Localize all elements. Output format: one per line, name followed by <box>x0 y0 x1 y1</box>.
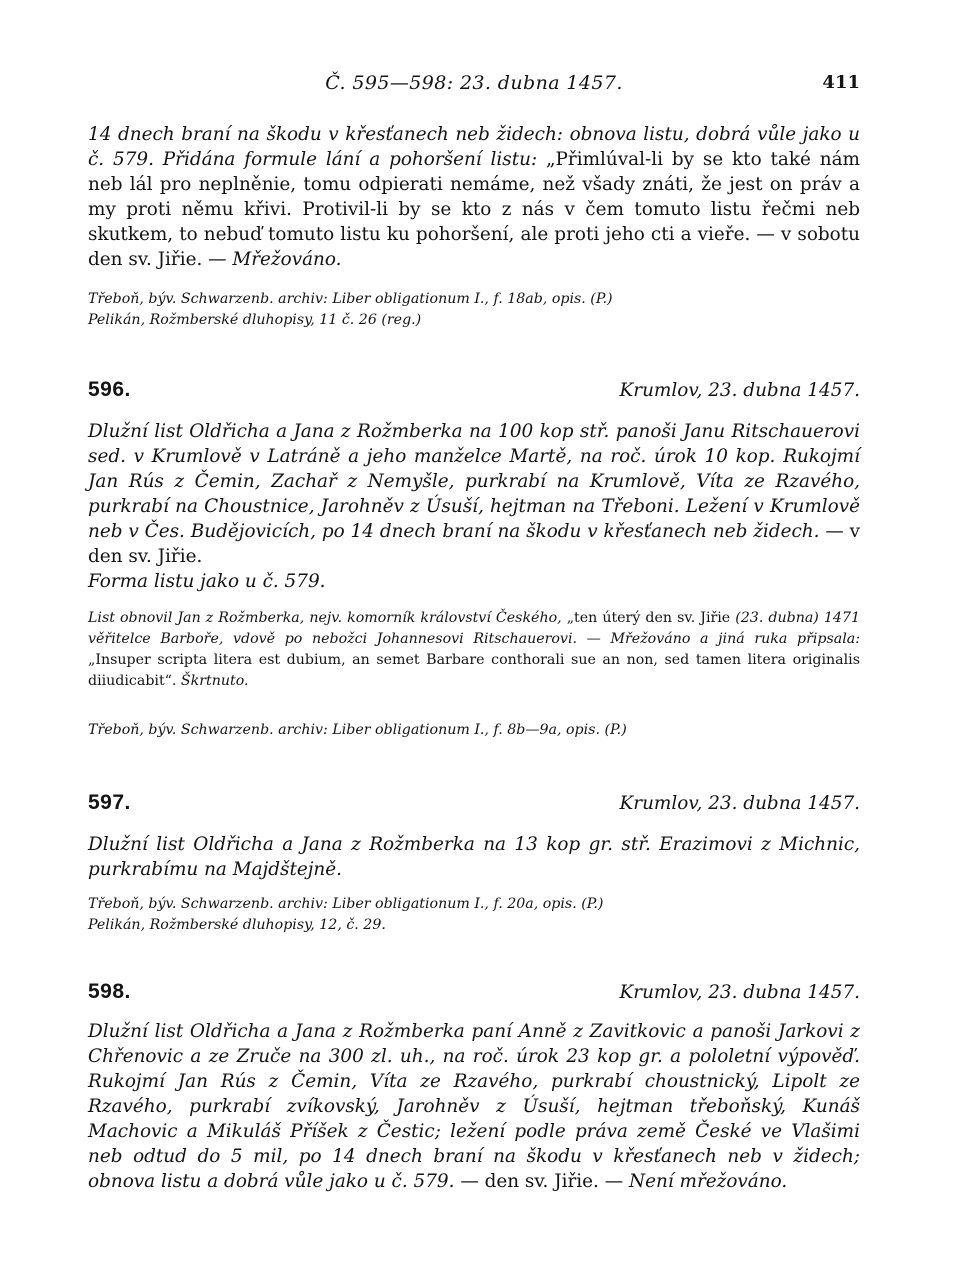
source-line: Třeboň, býv. Schwarzenb. archiv: Liber obligationum I., f. 18ab, opis. (P.) <box>88 291 613 307</box>
running-head-title: Č. 595—598: 23. dubna 1457. <box>325 72 623 94</box>
page-number: 411 <box>822 72 860 93</box>
entry-place-date: Krumlov, 23. dubna 1457. <box>619 380 860 401</box>
entry-number: 596. <box>88 378 131 401</box>
note-latin-quote: „Insuper scripta litera est dubium, an semet Barbare conthorali sue an non, sed tamen litera originalis diiudicabit“. <box>88 652 860 689</box>
entry-header-596 <box>88 378 860 408</box>
continued-regest-text: 14 dnech braní na škodu v křesťanech neb židech: obnova listu, dobrá vůle jako u č. 579. Přidána formule lání a pohoršení listu: <box>88 124 860 170</box>
note-text: (23. dubna) 1471 věřitelce Barboře, vdově po nebožci Johannesovi Ritschauerovi. — Mřežováno a jiná ruka připsala: <box>88 610 860 647</box>
entry-source-596: Třeboň, býv. Schwarzenb. archiv: Liber obligationum I., f. 8b—9a, opis. (P.) <box>88 722 627 738</box>
entry-place-date: Krumlov, 23. dubna 1457. <box>619 982 860 1003</box>
note-text: List obnovil Jan z Rožmberka, nejv. komorník království Českého, <box>88 610 567 626</box>
source-line: Pelikán, Rožmberské dluhopisy, 12, č. 29. <box>88 917 386 933</box>
regest-closing-text: Forma listu jako u č. 579. <box>88 571 326 592</box>
entry-header-598 <box>88 980 860 1010</box>
regest-text: Dlužní list Oldřicha a Jana z Rožmberka na 100 kop stř. panoši Janu Ritschauerovi sed. v Krumlově v Latráně a jeho manželce Martě, na roč. úrok 10 kop. Rukojmí Jan Rús z Čemin, Zachař z Nemyšle, purkrabí na Krumlově, Víta ze Rzavého, purkrabí na Choustnice, Jarohněv z Úsuší, hejtman na Třeboni. Ležení v Krumlově neb v Čes. Budějovicích, po 14 dnech braní na škodu v křesťanech neb židech. <box>88 421 860 542</box>
continued-paragraph <box>88 122 860 272</box>
entry-header-597 <box>88 791 860 821</box>
document-page <box>88 72 860 1194</box>
source-line: Třeboň, býv. Schwarzenb. archiv: Liber obligationum I., f. 20a, opis. (P.) <box>88 896 604 912</box>
running-head <box>88 72 860 108</box>
entry-regest-598 <box>88 1019 860 1194</box>
continued-closing-text: Mřežováno. <box>232 249 342 270</box>
entry-note-596 <box>88 608 860 692</box>
regest-date-text: — den sv. Jiřie. — <box>460 1171 629 1192</box>
entry-place-date: Krumlov, 23. dubna 1457. <box>619 793 860 814</box>
entry-regest-597: Dlužní list Oldřicha a Jana z Rožmberka na 13 kop gr. stř. Erazimovi z Michnic, purkrabímu na Majdštejně. <box>88 834 860 880</box>
regest-date-text: — v den sv. Jiřie. <box>88 521 860 567</box>
entry-number: 597. <box>88 791 131 814</box>
source-line: Pelikán, Rožmberské dluhopisy, 11 č. 26 (reg.) <box>88 312 422 328</box>
continued-quote-text: „Přimlúval-li by se kto také nám neb lál pro neplněnie, tomu odpierati nemáme, než všady znáti, že jest on práv a my proti němu křivi. Protivil-li by se kto z nás v čem tomuto listu řečmi neb skutkem, to nebuď tomuto listu ku pohoršení, ale proti jeho cti a vieře. — v sobotu den sv. Jiřie. — <box>88 149 860 270</box>
note-closing-text: Škrtnuto. <box>180 673 249 689</box>
regest-closing-text: Není mřežováno. <box>629 1171 788 1192</box>
entry-regest-596 <box>88 419 860 594</box>
continued-sources <box>88 289 860 331</box>
regest-text: Dlužní list Oldřicha a Jana z Rožmberka paní Anně z Zavitkovic a panoši Jarkovi z Chřenovic a ze Zruče na 300 zl. uh., na roč. úrok 23 kop gr. a pololetní výpověď. Rukojmí Jan Rús z Čemin, Víta ze Rzavého, purkrabí choustnický, Lipolt ze Rzavého, purkrabí zvíkovský, Jarohněv z Úsuší, hejtman třeboňský, Kunáš Machovic a Mikuláš Příšek z Čestic; ležení podle práva země České ve Vlašimi neb odtud do 5 mil, po 14 dnech braní na škodu v křesťanech neb v židech; obnova listu a dobrá vůle jako u č. 579. <box>88 1021 860 1192</box>
entry-sources-597 <box>88 894 860 936</box>
note-quote-text: „ten úterý den sv. Jiřie <box>566 610 736 626</box>
entry-number: 598. <box>88 980 131 1003</box>
